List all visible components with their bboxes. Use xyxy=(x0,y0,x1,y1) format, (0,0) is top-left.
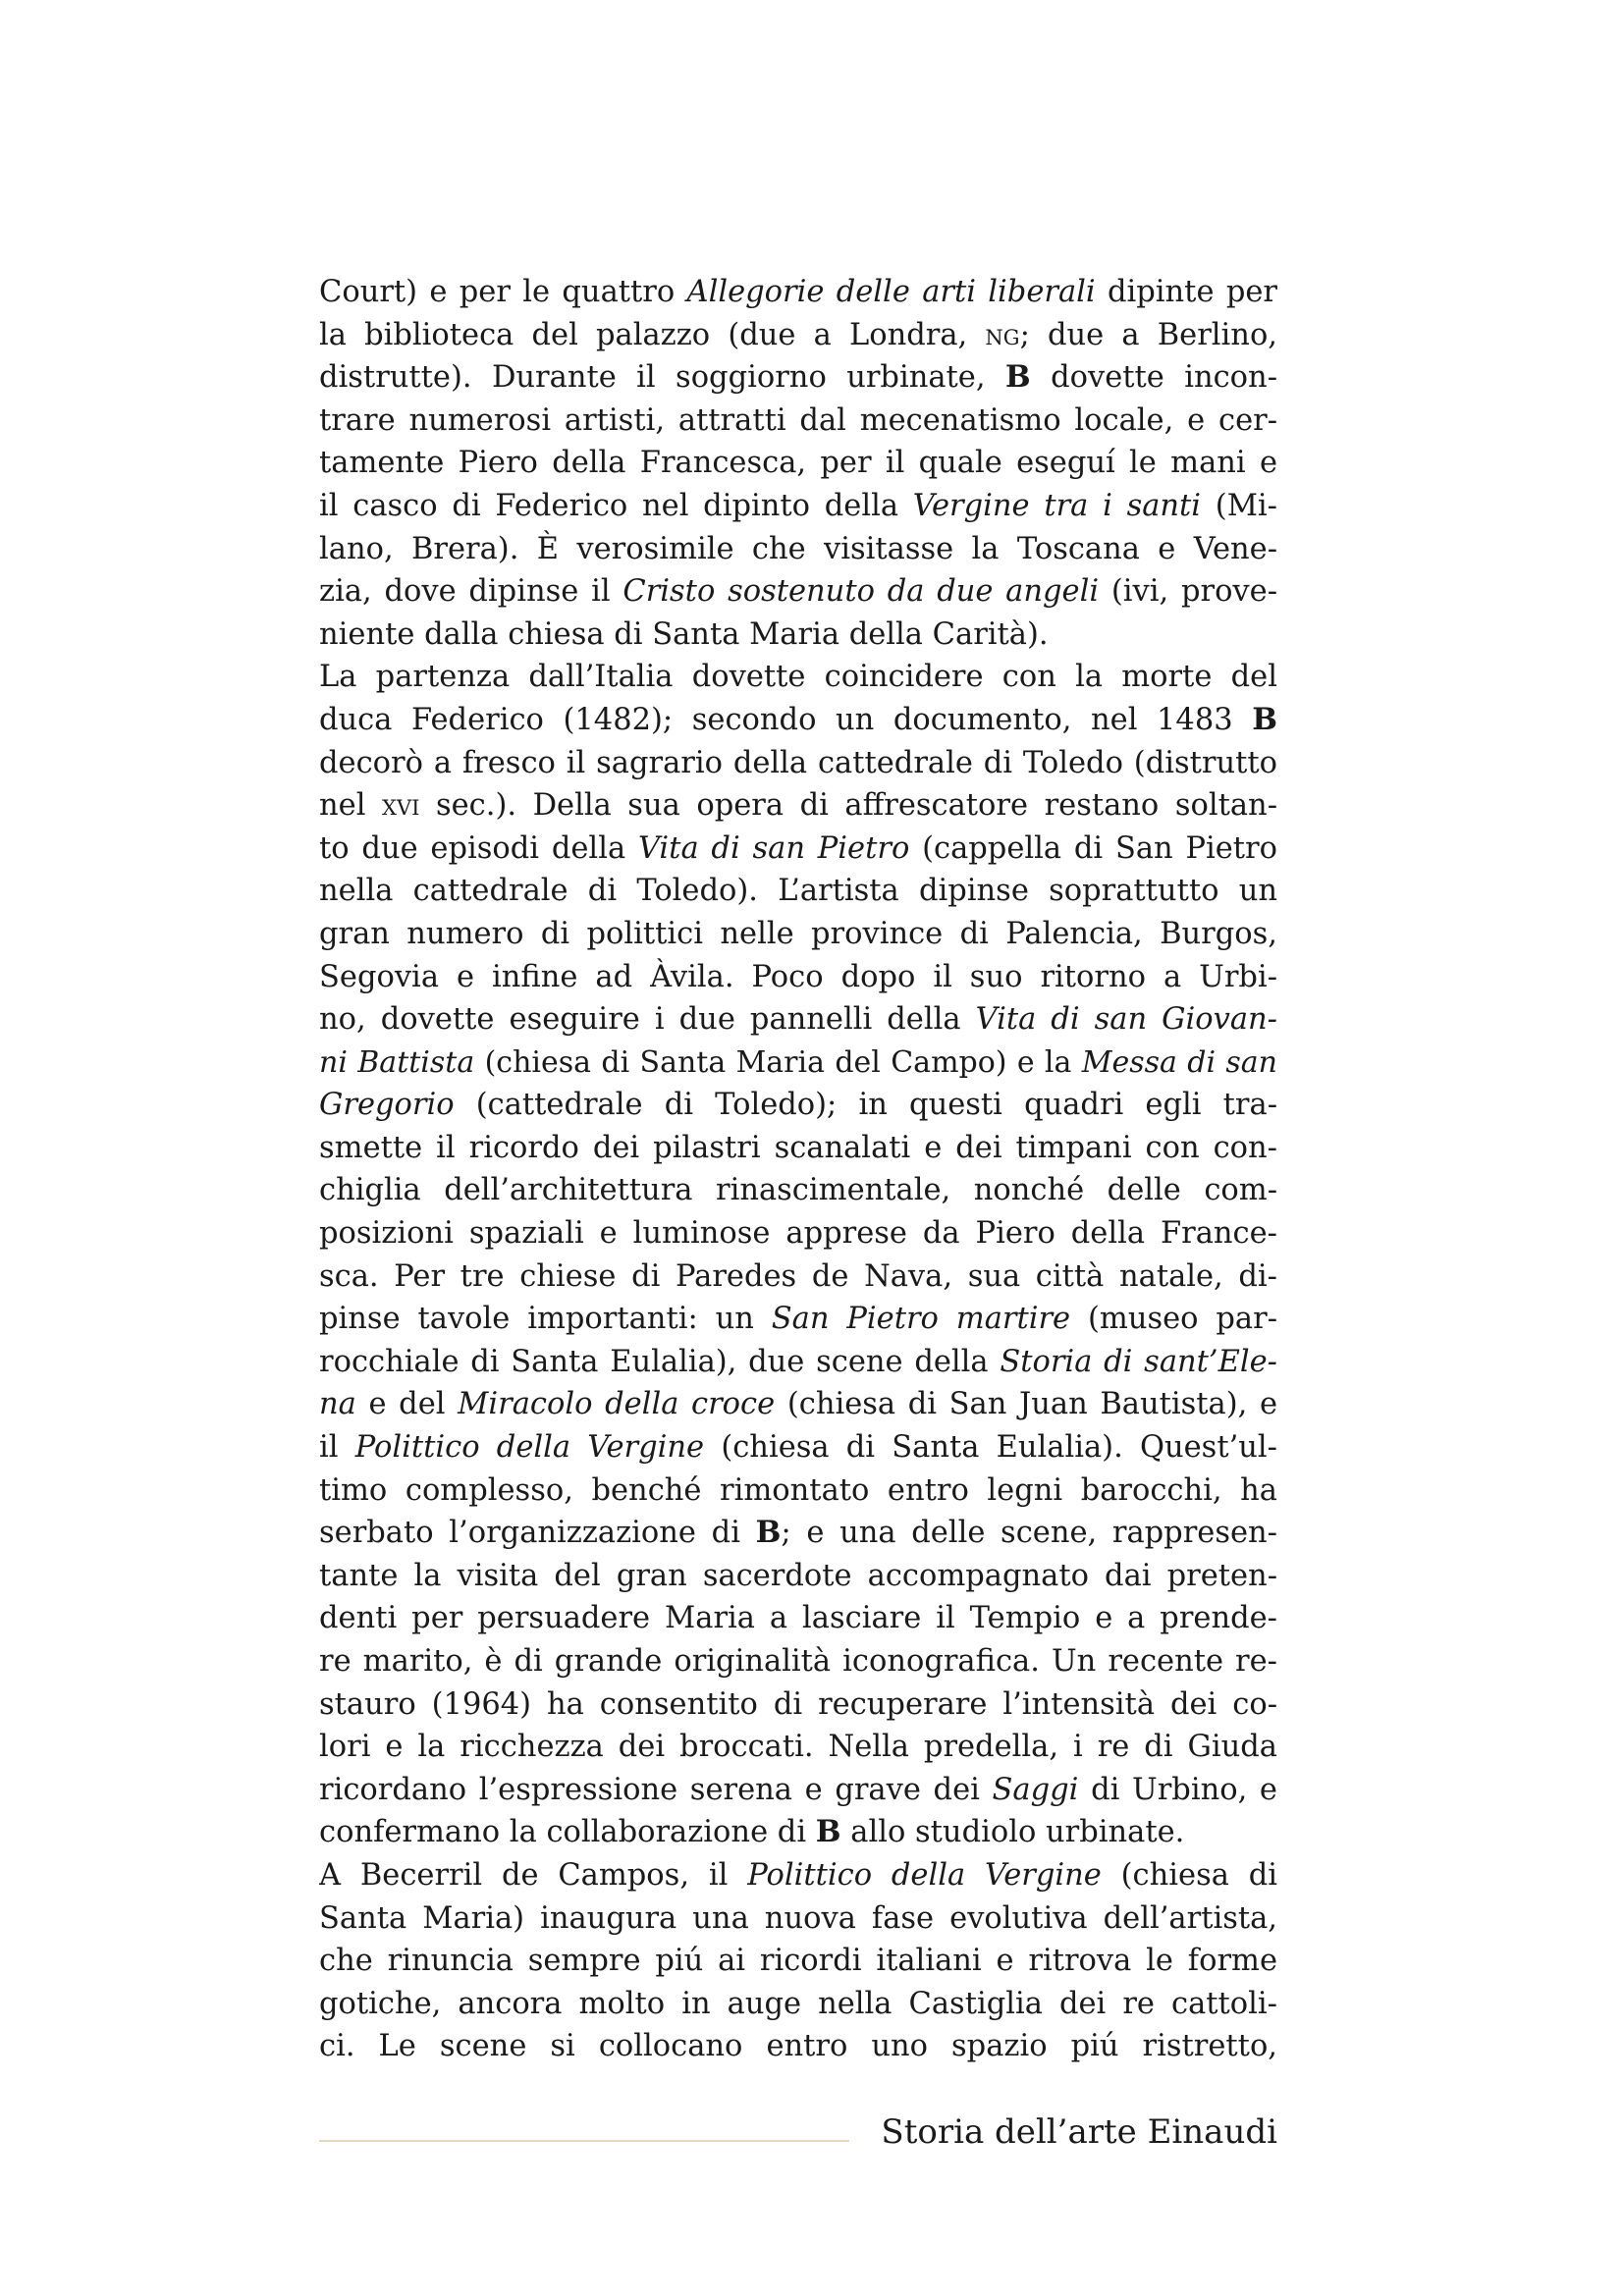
text-span: (Mi- xyxy=(1201,488,1277,523)
text-span: pinse tavole importanti: un xyxy=(319,1302,772,1337)
text-line xyxy=(319,1341,1277,1384)
text-line xyxy=(319,1469,1277,1513)
text-line xyxy=(319,828,1277,871)
text-span: smette il ricordo dei pilastri scanalati e dei timpani con con- xyxy=(319,1130,1277,1165)
bold-text: B xyxy=(1004,359,1031,396)
text-span: trare numerosi artisti, attratti dal mecenatismo locale, e cer- xyxy=(319,402,1277,438)
text-line xyxy=(319,1683,1277,1727)
text-span: no, dovette eseguire i due pannelli della xyxy=(319,1002,976,1038)
text-span: nella cattedrale di Toledo). L’artista dipinse soprattutto un xyxy=(319,874,1277,909)
text-span: duca Federico (1482); secondo un documento, nel 1483 xyxy=(319,702,1253,737)
text-line xyxy=(319,656,1277,699)
text-span: niente dalla chiesa di Santa Maria della Carità). xyxy=(319,616,1049,652)
text-span: timo complesso, benché rimontato entro legni barocchi, ha xyxy=(319,1472,1277,1508)
text-span: posizioni spaziali e luminose apprese da Piero della France- xyxy=(319,1216,1277,1252)
text-line xyxy=(319,1212,1277,1255)
text-line xyxy=(319,2025,1277,2068)
text-line xyxy=(319,1940,1277,1983)
text-line xyxy=(319,400,1277,443)
body-text xyxy=(319,271,1277,2068)
text-span: nel xyxy=(319,788,382,824)
text-line xyxy=(319,913,1277,956)
text-span: (cappella di San Pietro xyxy=(909,830,1277,866)
text-line xyxy=(319,1897,1277,1941)
text-span: Santa Maria) inaugura una nuova fase evolutiva dell’artista, xyxy=(319,1900,1277,1936)
text-line xyxy=(319,356,1277,400)
text-span: chiglia dell’architettura rinascimentale, nonché delle com- xyxy=(319,1173,1277,1208)
text-span: gotiche, ancora molto in auge nella Castiglia dei re cattoli- xyxy=(319,1986,1277,2021)
italic-text: Storia di sant’Ele- xyxy=(1000,1344,1277,1379)
text-span: Court) e per le quattro xyxy=(319,275,687,309)
italic-text: Messa di san xyxy=(1081,1044,1277,1080)
text-line xyxy=(319,1041,1277,1085)
text-span: A Becerril de Campos, il xyxy=(319,1857,748,1893)
bold-text: B xyxy=(755,1515,782,1551)
text-line xyxy=(319,442,1277,485)
text-span: dovette incon- xyxy=(1030,360,1277,396)
text-span: ricordano l’espressione serena e grave dei xyxy=(319,1772,993,1807)
text-span: (cattedrale di Toledo); in questi quadri egli tra- xyxy=(454,1088,1277,1123)
text-span: gran numero di polittici nelle province di Palencia, Burgos, xyxy=(319,916,1277,951)
text-line xyxy=(319,1383,1277,1426)
italic-text: Vita di san Giovan- xyxy=(975,1002,1277,1038)
italic-text: na xyxy=(319,1387,356,1422)
text-span: il xyxy=(319,1430,355,1466)
text-span: il casco di Federico nel dipinto della xyxy=(319,488,913,523)
text-span: ; e una delle scene, rappresen- xyxy=(781,1516,1277,1551)
text-line xyxy=(319,1769,1277,1812)
text-line xyxy=(319,1426,1277,1469)
text-line xyxy=(319,699,1277,742)
text-line xyxy=(319,528,1277,571)
text-span: (museo par- xyxy=(1070,1302,1277,1337)
text-line xyxy=(319,1726,1277,1769)
text-line xyxy=(319,1512,1277,1555)
text-span: allo studiolo urbinate. xyxy=(840,1815,1185,1850)
text-line xyxy=(319,1597,1277,1640)
text-span: decorò a fresco il sagrario della cattedrale di Toledo (distrutto xyxy=(319,745,1277,780)
text-span: ; due a Berlino, xyxy=(1019,317,1277,352)
text-span: (chiesa di Santa Maria del Campo) e la xyxy=(474,1044,1082,1080)
italic-text: ni Battista xyxy=(319,1044,475,1080)
text-span: Segovia e infine ad Àvila. Poco dopo il suo ritorno a Urbi- xyxy=(319,959,1277,994)
text-span: la biblioteca del palazzo (due a Londra, xyxy=(319,317,986,352)
text-line xyxy=(319,1298,1277,1341)
text-span: confermano la collaborazione di xyxy=(319,1815,816,1850)
text-line xyxy=(319,614,1277,657)
text-span: tamente Piero della Francesca, per il quale eseguí le mani e xyxy=(319,446,1277,481)
text-span: rocchiale di Santa Eulalia), due scene della xyxy=(319,1344,1001,1379)
text-line xyxy=(319,1084,1277,1127)
text-span: re marito, è di grande originalità iconografica. Un recente re- xyxy=(319,1644,1277,1679)
text-span: ci. Le scene si collocano entro uno spazio piú ristretto, xyxy=(319,2029,1277,2064)
text-line xyxy=(319,1555,1277,1598)
italic-text: Gregorio xyxy=(319,1088,455,1123)
text-span: denti per persuadere Maria a lasciare il Tempio e a prende- xyxy=(319,1601,1277,1636)
italic-text: San Pietro martire xyxy=(771,1302,1071,1337)
text-span: zia, dove dipinse il xyxy=(319,574,623,610)
text-line xyxy=(319,784,1277,828)
text-line xyxy=(319,956,1277,999)
text-span: distrutte). Durante il soggiorno urbinate, xyxy=(319,360,1005,396)
text-line xyxy=(319,1811,1277,1854)
italic-text: Allegorie delle arti liberali xyxy=(686,275,1096,309)
text-span: tante la visita del gran sacerdote accompagnato dai preten- xyxy=(319,1558,1277,1593)
text-span: che rinuncia sempre piú ai ricordi italiani e ritrova le forme xyxy=(319,1944,1277,1979)
text-line xyxy=(319,271,1277,314)
text-span: (chiesa di Santa Eulalia). Quest’ul- xyxy=(704,1430,1277,1466)
italic-text: Saggi xyxy=(992,1772,1079,1807)
text-line xyxy=(319,1169,1277,1212)
text-span: serbato l’organizzazione di xyxy=(319,1516,756,1551)
text-line xyxy=(319,1255,1277,1299)
text-span: (chiesa di xyxy=(1101,1857,1277,1893)
text-line xyxy=(319,1983,1277,2026)
footer-title: Storia dell’arte Einaudi xyxy=(881,2112,1277,2152)
italic-text: Cristo sostenuto da due angeli xyxy=(622,574,1100,610)
text-line xyxy=(319,570,1277,614)
text-line xyxy=(319,1640,1277,1683)
text-span: La partenza dall’Italia dovette coincidere con la morte del xyxy=(319,660,1277,695)
text-span: stauro (1964) ha consentito di recuperare l’intensità dei co- xyxy=(319,1686,1277,1722)
text-span: sca. Per tre chiese di Paredes de Nava, sua città natale, di- xyxy=(319,1258,1277,1294)
text-span: sec.). Della sua opera di affrescatore restano soltan- xyxy=(419,788,1277,824)
footer-rule xyxy=(319,2140,849,2142)
text-span: di Urbino, e xyxy=(1078,1772,1277,1807)
smallcaps-text: ng xyxy=(985,317,1020,352)
italic-text: Vita di san Pietro xyxy=(637,830,910,866)
italic-text: Miracolo della croce xyxy=(458,1387,776,1422)
text-span: lori e la ricchezza dei broccati. Nella predella, i re di Giuda xyxy=(319,1730,1277,1765)
text-span: lano, Brera). È verosimile che visitasse la Toscana e Vene- xyxy=(319,531,1277,566)
text-line xyxy=(319,870,1277,913)
text-span: to due episodi della xyxy=(319,830,638,866)
italic-text: Vergine tra i santi xyxy=(912,488,1202,523)
italic-text: Polittico della Vergine xyxy=(354,1430,705,1466)
bold-text: B xyxy=(1252,701,1277,737)
text-line xyxy=(319,314,1277,357)
smallcaps-text: xvi xyxy=(382,788,420,824)
italic-text: Polittico della Vergine xyxy=(747,1857,1102,1893)
text-span: e del xyxy=(355,1387,459,1422)
text-line xyxy=(319,1127,1277,1170)
text-line xyxy=(319,742,1277,785)
text-line xyxy=(319,998,1277,1041)
text-line xyxy=(319,485,1277,528)
text-span: (chiesa di San Juan Bautista), e xyxy=(775,1387,1277,1422)
bold-text: B xyxy=(815,1814,841,1850)
text-line xyxy=(319,1854,1277,1897)
text-span: dipinte per xyxy=(1095,275,1277,309)
text-span: (ivi, prove- xyxy=(1099,574,1277,610)
